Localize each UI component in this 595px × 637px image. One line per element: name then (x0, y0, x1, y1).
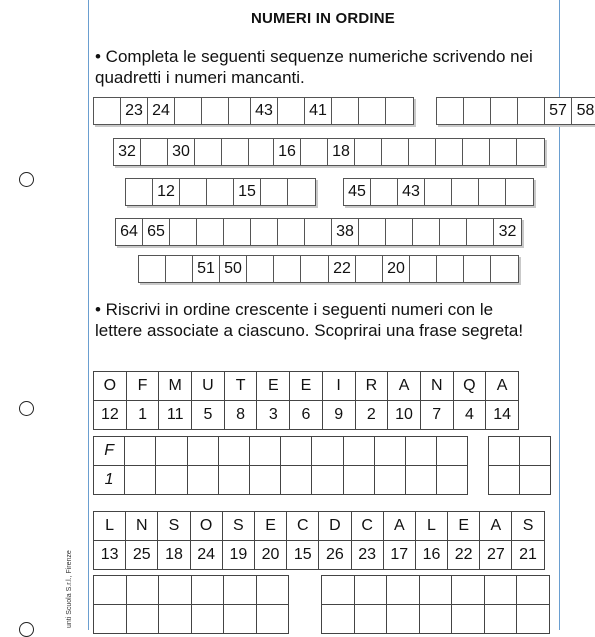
answer-cell[interactable] (94, 576, 127, 605)
blank-number-cell[interactable] (141, 139, 168, 165)
answer-cell[interactable] (219, 466, 250, 495)
blank-number-cell[interactable] (452, 179, 479, 205)
number-cell: 10 (388, 401, 421, 430)
letter-cell: E (255, 512, 287, 541)
number-sequence (125, 178, 316, 206)
number-cell: 15 (287, 541, 319, 570)
blank-number-cell[interactable] (207, 179, 234, 205)
blank-number-cell[interactable] (359, 219, 386, 245)
letter-cell: O (191, 512, 223, 541)
number-cell: 1 (127, 401, 160, 430)
answer-cell[interactable] (219, 437, 250, 466)
blank-number-cell[interactable] (195, 139, 222, 165)
number-cell: 22 (448, 541, 480, 570)
blank-number-cell[interactable] (278, 98, 305, 124)
given-number-cell: 43 (398, 179, 425, 205)
answer-cell[interactable] (156, 466, 187, 495)
answer-cell[interactable] (489, 466, 520, 495)
answer-cell[interactable] (188, 437, 219, 466)
answer-cell[interactable]: 1 (94, 466, 125, 495)
number-cell: 24 (191, 541, 223, 570)
number-cell: 18 (158, 541, 190, 570)
answer-cell[interactable] (322, 576, 355, 605)
blank-number-cell[interactable] (479, 179, 506, 205)
binder-hole (19, 172, 34, 187)
given-number-cell: 20 (383, 256, 410, 282)
letter-cell: T (225, 372, 258, 401)
blank-number-cell[interactable] (464, 98, 491, 124)
given-number-cell: 51 (193, 256, 220, 282)
number-cell: 5 (192, 401, 225, 430)
number-sequence (93, 97, 257, 125)
letter-cell: N (421, 372, 454, 401)
answer-cell[interactable] (156, 437, 187, 466)
letter-cell: A (384, 512, 416, 541)
letter-cell: O (94, 372, 127, 401)
letter-cell: E (257, 372, 290, 401)
blank-number-cell[interactable] (355, 139, 382, 165)
given-number-cell: 24 (148, 98, 175, 124)
answer-cell[interactable] (420, 576, 453, 605)
given-number-cell: 30 (168, 139, 195, 165)
letter-cell: R (356, 372, 389, 401)
answer-cell[interactable] (312, 437, 343, 466)
letter-cell: I (323, 372, 356, 401)
blank-number-cell[interactable] (356, 256, 383, 282)
number-cell: 21 (512, 541, 544, 570)
answer-cell[interactable] (437, 437, 468, 466)
given-number-cell: 12 (153, 179, 180, 205)
blank-number-cell[interactable] (180, 179, 207, 205)
letter-cell: S (223, 512, 255, 541)
answer-cell[interactable]: F (94, 437, 125, 466)
answer-grid-1-end (488, 436, 551, 495)
blank-number-cell[interactable] (301, 139, 328, 165)
blank-number-cell[interactable] (410, 256, 437, 282)
letter-cell: F (127, 372, 160, 401)
answer-cell[interactable] (489, 437, 520, 466)
blank-number-cell[interactable] (274, 256, 301, 282)
answer-cell[interactable] (257, 576, 290, 605)
letter-cell: C (287, 512, 319, 541)
blank-number-cell[interactable] (386, 98, 413, 124)
number-sequence (331, 218, 522, 246)
answer-cell[interactable] (125, 466, 156, 495)
letter-cell: Q (454, 372, 487, 401)
blank-number-cell[interactable] (175, 98, 202, 124)
blank-number-cell[interactable] (409, 139, 436, 165)
blank-number-cell[interactable] (301, 256, 328, 282)
number-sequence (273, 138, 545, 166)
blank-number-cell[interactable] (197, 219, 224, 245)
answer-grid-1 (93, 436, 468, 495)
blank-number-cell[interactable] (491, 256, 518, 282)
answer-cell[interactable] (127, 576, 160, 605)
answer-cell[interactable] (375, 466, 406, 495)
answer-cell[interactable] (375, 437, 406, 466)
given-number-cell: 58 (576, 102, 595, 119)
letter-cell: N (126, 512, 158, 541)
given-number-cell: 41 (305, 98, 332, 124)
letter-cell: M (159, 372, 192, 401)
letter-cell: A (480, 512, 512, 541)
blank-number-cell[interactable] (491, 98, 518, 124)
answer-grid-2 (93, 575, 289, 634)
letter-cell: C (352, 512, 384, 541)
blank-number-cell[interactable] (359, 98, 386, 124)
number-cell: 4 (454, 401, 487, 430)
given-number-cell: 65 (143, 219, 170, 245)
number-sequence (343, 178, 534, 206)
answer-cell[interactable] (344, 437, 375, 466)
given-number-cell: 50 (220, 256, 247, 282)
number-cell: 27 (480, 541, 512, 570)
blank-number-cell[interactable] (437, 98, 464, 124)
blank-number-cell[interactable] (518, 98, 545, 124)
answer-cell[interactable] (520, 466, 551, 495)
answer-cell[interactable] (437, 466, 468, 495)
letter-cell: L (94, 512, 126, 541)
blank-number-cell[interactable] (222, 139, 249, 165)
number-sequence (113, 138, 277, 166)
answer-cell[interactable] (344, 466, 375, 495)
blank-number-cell[interactable] (224, 219, 251, 245)
letter-cell: L (416, 512, 448, 541)
blank-number-cell[interactable] (517, 139, 544, 165)
given-number-cell: 15 (234, 179, 261, 205)
letter-cell: U (192, 372, 225, 401)
blank-number-cell[interactable] (464, 256, 491, 282)
answer-cell[interactable] (281, 437, 312, 466)
number-cell: 19 (223, 541, 255, 570)
blank-number-cell[interactable] (490, 139, 517, 165)
number-cell: 3 (257, 401, 290, 430)
blank-number-cell[interactable] (126, 179, 153, 205)
blank-number-cell[interactable] (170, 219, 197, 245)
answer-cell[interactable] (224, 576, 257, 605)
given-number-cell: 32 (498, 223, 517, 240)
given-number-cell: 16 (274, 139, 301, 165)
number-cell: 9 (323, 401, 356, 430)
blank-number-cell[interactable] (440, 219, 467, 245)
blank-number-cell[interactable] (382, 139, 409, 165)
letter-cell: S (512, 512, 544, 541)
given-number-cell: 57 (545, 98, 572, 124)
publisher-credit: unti Scuola S.r.l., Firenze (66, 550, 73, 628)
letter-cell: A (388, 372, 421, 401)
page-title: NUMERI IN ORDINE (250, 10, 396, 27)
given-number-cell: 18 (328, 139, 355, 165)
answer-cell[interactable] (387, 576, 420, 605)
given-number-cell: 32 (114, 139, 141, 165)
answer-grid-2-end (321, 575, 550, 634)
instruction-sequences: • Completa le seguenti sequenze numeriche scrivendo nei quadretti i numeri mancanti. (95, 47, 533, 87)
number-sequence (328, 255, 519, 283)
given-number-cell: 43 (251, 98, 278, 124)
answer-cell[interactable] (188, 466, 219, 495)
given-number-cell: 38 (332, 219, 359, 245)
letter-cell: D (319, 512, 351, 541)
number-sequence (138, 255, 329, 283)
answer-cell[interactable] (250, 437, 281, 466)
number-cell: 23 (352, 541, 384, 570)
blank-number-cell[interactable] (249, 139, 276, 165)
blank-number-cell[interactable] (413, 219, 440, 245)
instruction-reorder: • Riscrivi in ordine crescente i seguenti numeri con le lettere associate a ciascuno. Scoprirai una frase segreta! (95, 300, 524, 340)
blank-number-cell[interactable] (251, 219, 278, 245)
given-number-cell: 22 (329, 256, 356, 282)
blank-number-cell[interactable] (506, 179, 533, 205)
blank-number-cell[interactable] (386, 219, 413, 245)
binder-hole (19, 401, 34, 416)
blank-number-cell[interactable] (463, 139, 490, 165)
number-cell: 11 (159, 401, 192, 430)
blank-number-cell[interactable] (139, 256, 166, 282)
number-sequence (115, 218, 333, 246)
given-number-cell: 23 (121, 98, 148, 124)
letter-cell: E (448, 512, 480, 541)
number-cell: 7 (421, 401, 454, 430)
number-cell: 25 (126, 541, 158, 570)
answer-cell[interactable] (125, 437, 156, 466)
blank-number-cell[interactable] (467, 219, 494, 245)
number-cell: 17 (384, 541, 416, 570)
blank-number-cell[interactable] (247, 256, 274, 282)
number-cell: 13 (94, 541, 126, 570)
number-cell: 12 (94, 401, 127, 430)
letter-cell: S (158, 512, 190, 541)
number-sequence (250, 97, 414, 125)
answer-cell[interactable] (406, 466, 437, 495)
letters-numbers-table-2 (93, 511, 545, 570)
letter-cell: A (486, 372, 519, 401)
blank-number-cell[interactable] (166, 256, 193, 282)
number-cell: 20 (255, 541, 287, 570)
blank-number-cell[interactable] (288, 179, 315, 205)
answer-cell[interactable] (250, 466, 281, 495)
number-cell: 26 (319, 541, 351, 570)
blank-number-cell[interactable] (278, 219, 305, 245)
blank-number-cell[interactable] (202, 98, 229, 124)
given-number-cell: 64 (116, 219, 143, 245)
number-cell: 14 (486, 401, 519, 430)
blank-number-cell[interactable] (371, 179, 398, 205)
answer-cell[interactable] (485, 576, 518, 605)
letters-numbers-table-1 (93, 371, 519, 430)
number-sequence (436, 97, 595, 125)
blank-number-cell[interactable] (436, 139, 463, 165)
answer-cell[interactable] (355, 576, 388, 605)
blank-number-cell[interactable] (332, 98, 359, 124)
answer-cell[interactable] (192, 576, 225, 605)
answer-cell[interactable] (281, 466, 312, 495)
number-cell: 6 (290, 401, 323, 430)
given-number-cell: 45 (344, 179, 371, 205)
letter-cell: E (290, 372, 323, 401)
answer-cell[interactable] (312, 466, 343, 495)
answer-cell[interactable] (520, 437, 551, 466)
blank-number-cell[interactable] (305, 219, 332, 245)
answer-cell[interactable] (517, 576, 550, 605)
answer-cell[interactable] (159, 576, 192, 605)
number-cell: 2 (356, 401, 389, 430)
blank-number-cell[interactable] (437, 256, 464, 282)
number-cell: 16 (416, 541, 448, 570)
blank-number-cell[interactable] (261, 179, 288, 205)
blank-number-cell[interactable] (425, 179, 452, 205)
number-cell: 8 (225, 401, 258, 430)
answer-cell[interactable] (406, 437, 437, 466)
blank-number-cell[interactable] (94, 98, 121, 124)
answer-cell[interactable] (452, 576, 485, 605)
